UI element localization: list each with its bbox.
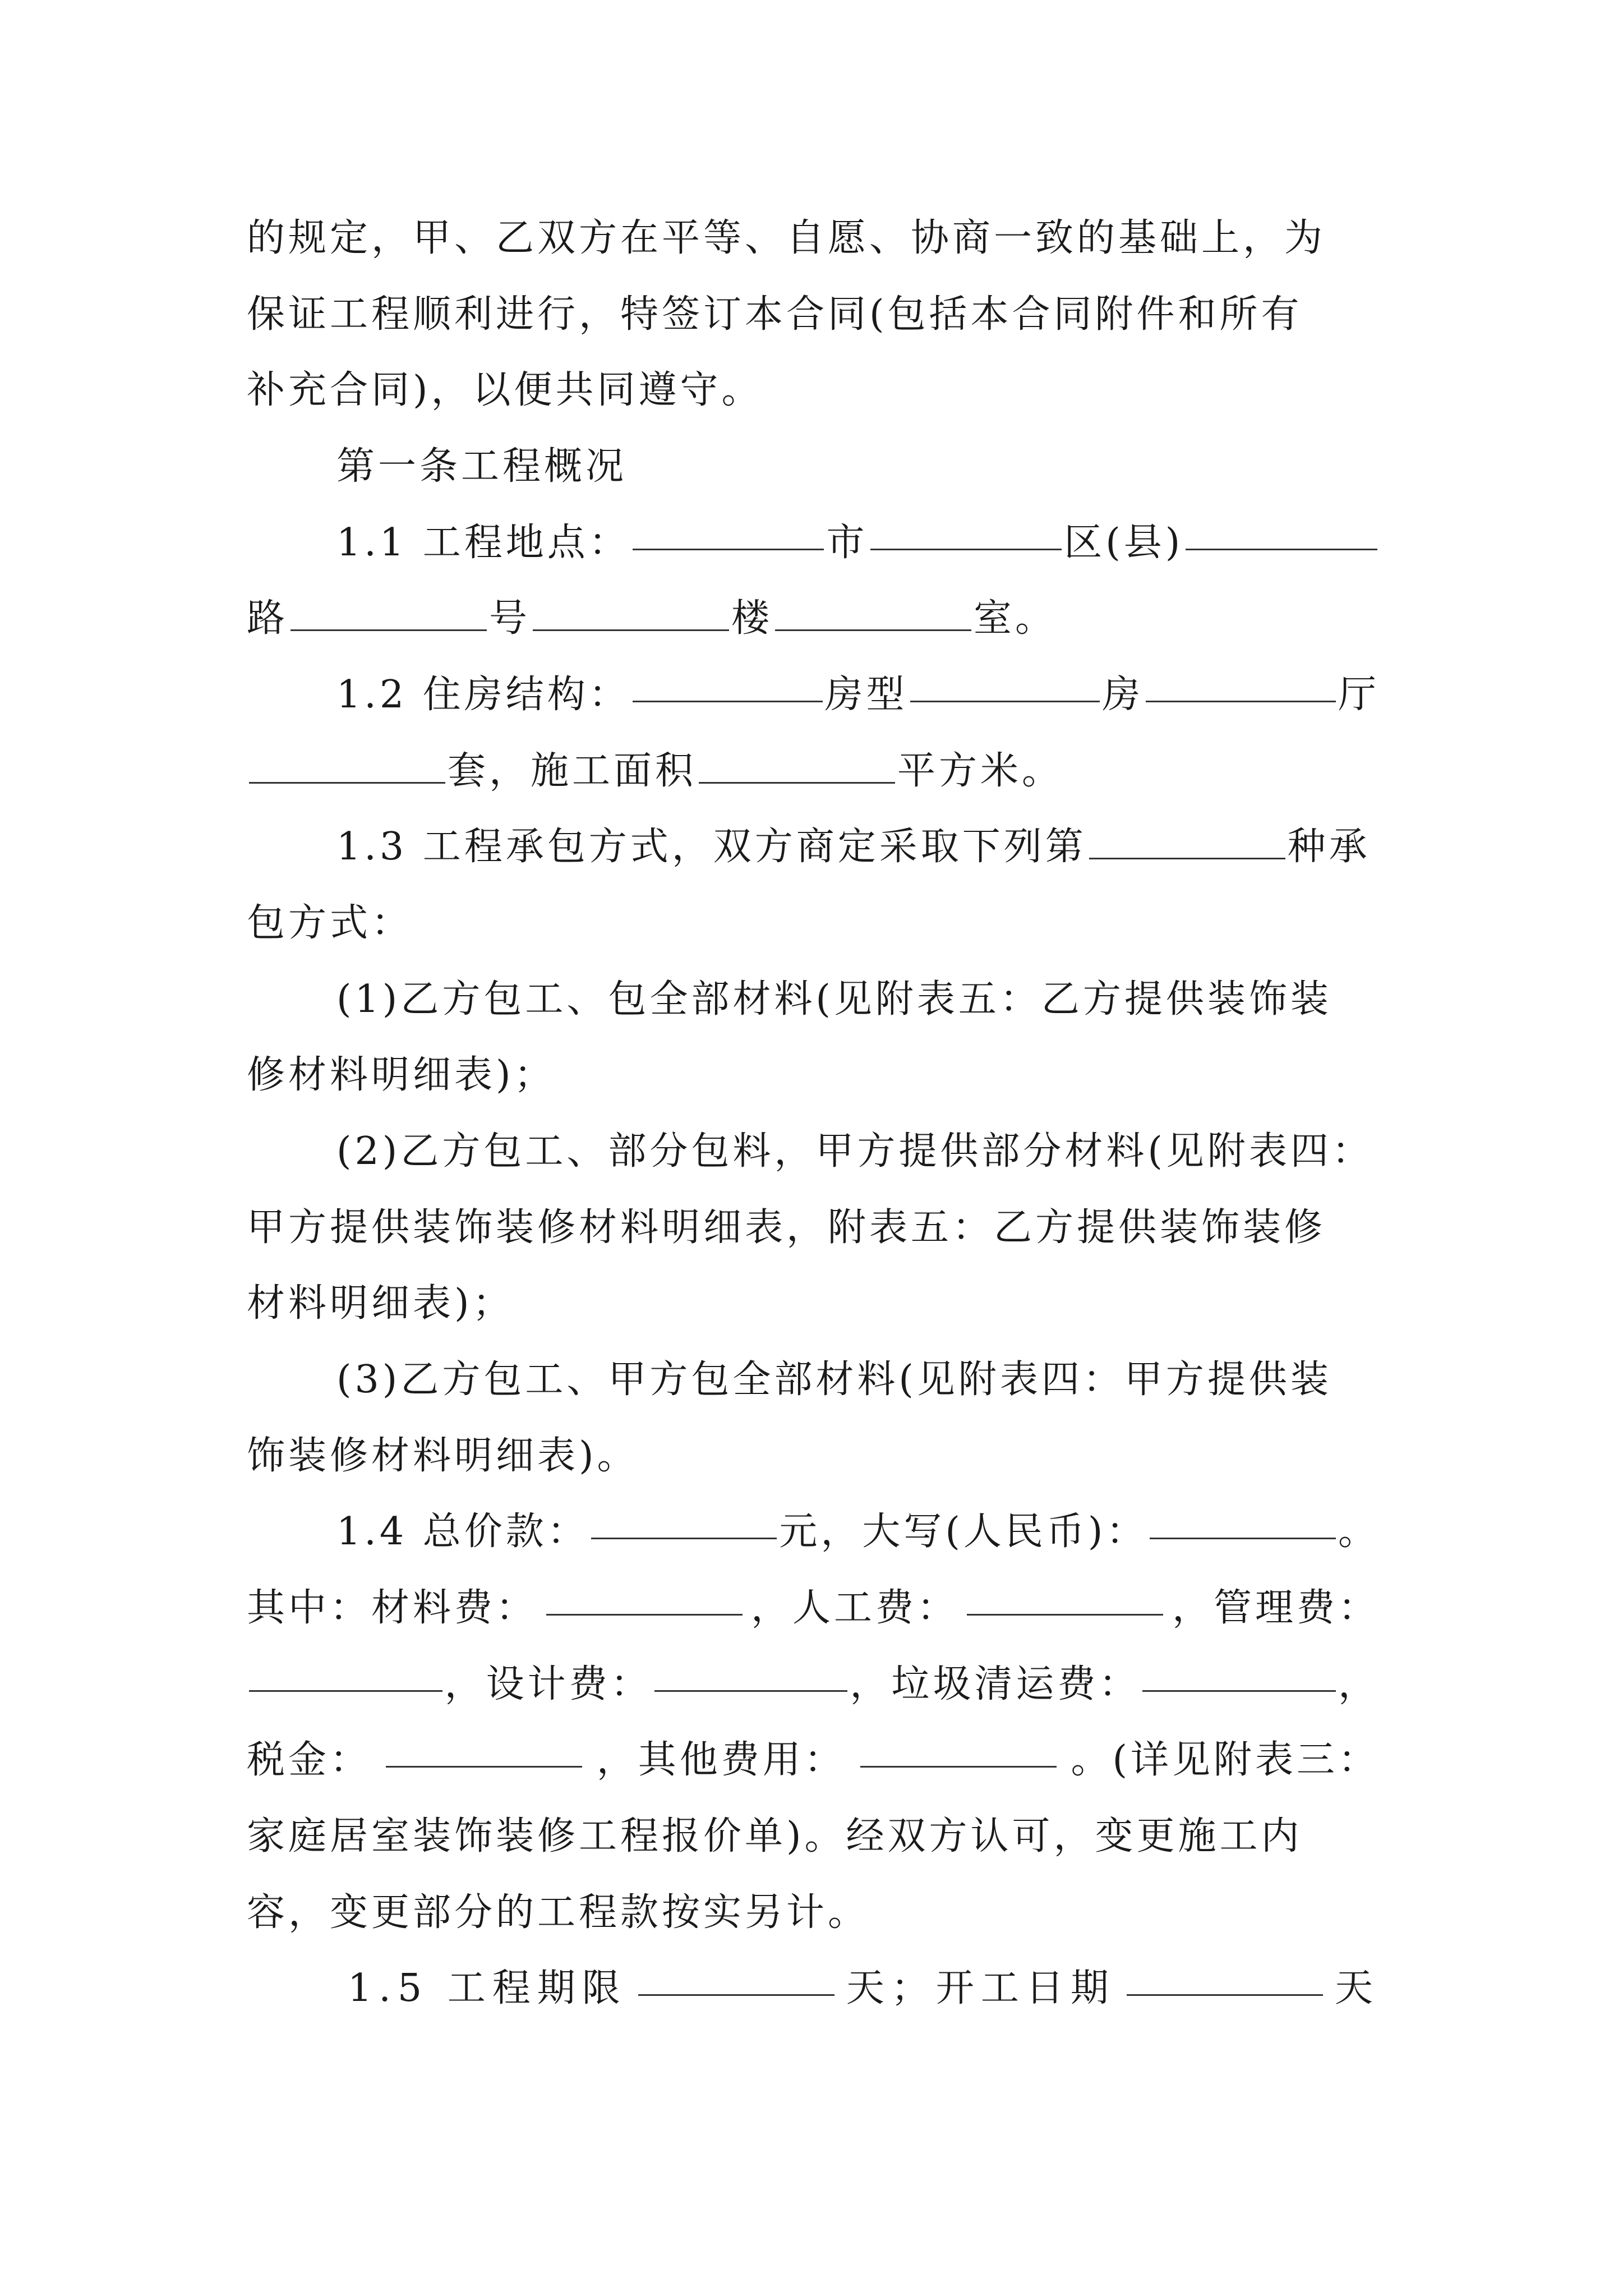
comma: ， — [1338, 1662, 1380, 1706]
number-label: 号 — [489, 596, 531, 641]
option-2-line-1: (2)乙方包工、部分包料，甲方提供部分材料(见附表四： — [336, 1129, 1373, 1174]
area-blank[interactable] — [699, 748, 895, 784]
article-1-title: 第一条工程概况 — [336, 444, 628, 489]
materials-label: 其中：材料费： — [247, 1586, 538, 1630]
option-1-line-2: 修材料明细表)； — [247, 1053, 556, 1097]
garbage-blank[interactable] — [1142, 1657, 1336, 1692]
other-fees-label: ，其他费用： — [596, 1738, 846, 1782]
district-blank[interactable] — [870, 515, 1062, 550]
section-1-2-line-1 — [336, 667, 1380, 723]
tax-blank[interactable] — [386, 1732, 582, 1768]
section-1-4-line-1 — [336, 1504, 1380, 1560]
layout-label: 房型 — [824, 673, 908, 717]
halls-blank[interactable] — [1146, 667, 1336, 702]
room-blank[interactable] — [775, 596, 971, 631]
design-label: ，设计费： — [444, 1662, 652, 1706]
tax-label: 税金： — [247, 1738, 372, 1782]
number-blank[interactable] — [291, 596, 487, 631]
section-1-4-line-2 — [247, 1580, 1380, 1636]
section-1-4-line-5: 家庭居室装饰装修工程报价单)。经双方认可，变更施工内 — [247, 1814, 1303, 1858]
section-1-3-line-1 — [336, 819, 1380, 875]
intro-line-3: 补充合同)，以便共同遵守。 — [247, 368, 763, 412]
labor-blank[interactable] — [967, 1580, 1163, 1616]
section-1-2-line-2 — [247, 743, 1380, 799]
road-label: 路 — [247, 596, 289, 641]
section-label: 1.5 工程期限 — [348, 1966, 627, 2010]
management-label: ，管理费： — [1172, 1586, 1380, 1630]
room-label: 室。 — [974, 596, 1057, 641]
days-label: 天 — [1334, 1966, 1380, 2010]
rooms-blank[interactable] — [910, 667, 1100, 702]
intro-line-2: 保证工程顺利进行，特签订本合同(包括本合同附件和所有 — [247, 292, 1303, 337]
option-3-line-2: 饰装修材料明细表)。 — [247, 1434, 639, 1478]
building-blank[interactable] — [533, 596, 729, 631]
section-label: 1.4 总价款： — [336, 1510, 589, 1554]
road-name-blank[interactable] — [1186, 515, 1377, 550]
building-label: 楼 — [731, 596, 773, 641]
labor-label: ，人工费： — [750, 1586, 958, 1630]
sets-blank[interactable] — [249, 748, 445, 784]
duration-blank[interactable] — [638, 1961, 834, 1996]
period: 。 — [1338, 1510, 1380, 1554]
section-label: 1.2 住房结构： — [336, 673, 630, 717]
section-label: 1.1 工程地点： — [336, 521, 630, 565]
other-fees-blank[interactable] — [860, 1732, 1057, 1768]
section-1-4-line-3 — [247, 1657, 1380, 1713]
start-date-blank[interactable] — [1127, 1961, 1323, 1996]
garbage-label: ，垃圾清运费： — [850, 1662, 1141, 1706]
section-1-4-line-6: 容，变更部分的工程款按实另计。 — [247, 1890, 870, 1935]
total-price-blank[interactable] — [591, 1504, 777, 1539]
management-blank[interactable] — [249, 1657, 442, 1692]
yuan-label: 元，大写(人民币)： — [779, 1510, 1148, 1554]
section-1-4-line-4 — [247, 1732, 1380, 1788]
city-label: 市 — [826, 521, 868, 565]
section-1-3-line-2: 包方式： — [247, 901, 413, 945]
sets-label: 套，施工面积 — [448, 749, 697, 793]
total-uppercase-blank[interactable] — [1150, 1504, 1336, 1539]
contract-mode-blank[interactable] — [1089, 824, 1285, 859]
district-label: 区(县) — [1064, 521, 1184, 565]
option-2-line-3: 材料明细表)； — [247, 1281, 514, 1326]
section-1-1-line-2 — [247, 591, 1380, 647]
layout-blank[interactable] — [633, 667, 823, 702]
detail-ref: 。(详见附表三： — [1071, 1738, 1380, 1782]
section-text-end: 种承 — [1287, 825, 1371, 869]
rooms-label: 房 — [1102, 673, 1144, 717]
start-date-label: 天；开工日期 — [846, 1966, 1115, 2010]
area-unit-label: 平方米。 — [897, 749, 1064, 793]
section-1-5-line-1 — [348, 1961, 1380, 2017]
halls-label: 厅 — [1338, 673, 1380, 717]
section-text: 1.3 工程承包方式，双方商定采取下列第 — [336, 825, 1087, 869]
design-blank[interactable] — [654, 1657, 848, 1692]
materials-blank[interactable] — [546, 1580, 743, 1616]
intro-line-1: 的规定，甲、乙双方在平等、自愿、协商一致的基础上，为 — [247, 216, 1326, 260]
option-1-line-1: (1)乙方包工、包全部材料(见附表五：乙方提供装饰装 — [336, 977, 1332, 1022]
option-3-line-1: (3)乙方包工、甲方包全部材料(见附表四：甲方提供装 — [336, 1358, 1332, 1402]
city-blank[interactable] — [633, 515, 824, 550]
option-2-line-2: 甲方提供装饰装修材料明细表，附表五：乙方提供装饰装修 — [247, 1205, 1326, 1250]
section-1-1-line-1 — [336, 515, 1380, 571]
